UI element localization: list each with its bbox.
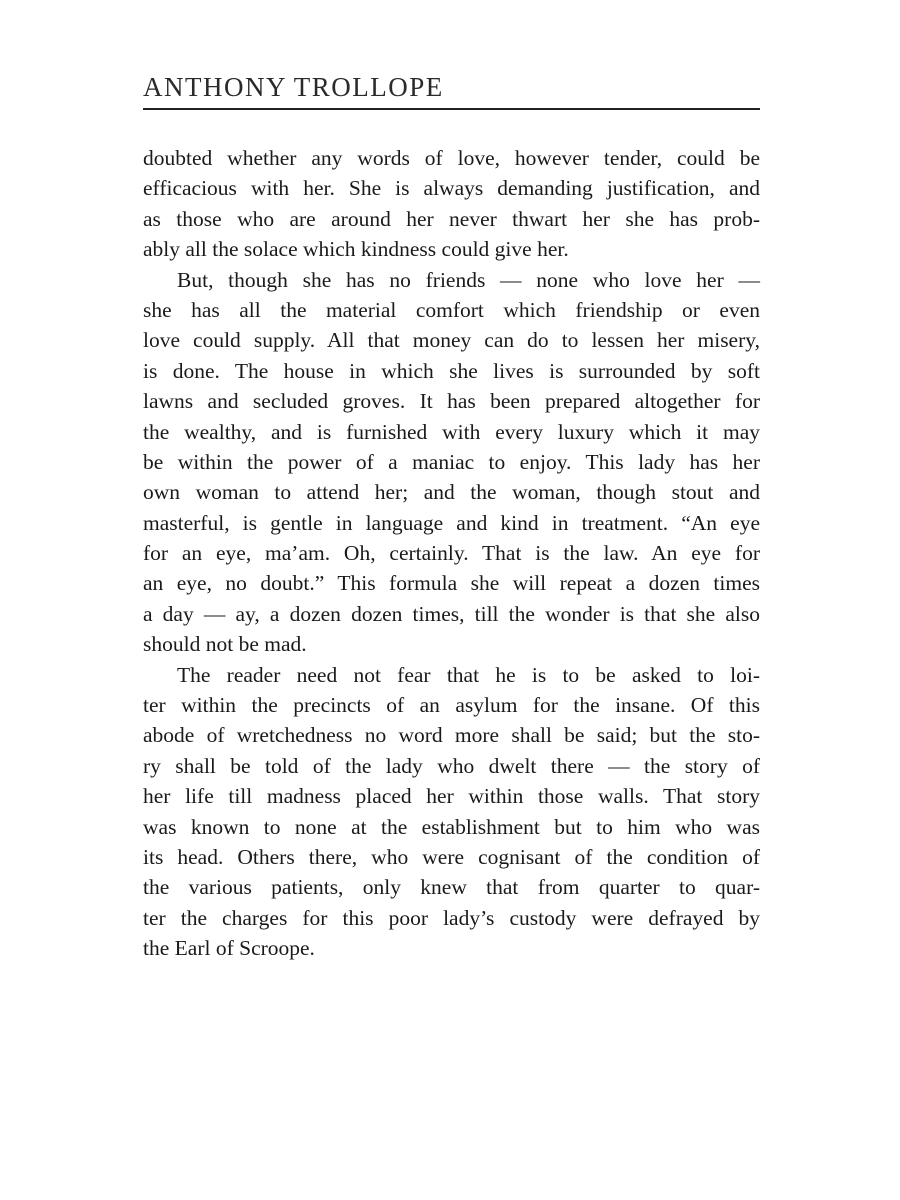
text-line: the wealthy, and is furnished with every luxury which it may [143, 419, 760, 444]
text-line: ably all the solace which kindness could give her. [143, 237, 569, 262]
text-line: should not be mad. [143, 632, 307, 657]
text-line: The reader need not fear that he is to be asked to loi- [177, 662, 760, 687]
text-line: love could supply. All that money can do to lessen her misery, [143, 328, 760, 353]
text-line: doubted whether any words of love, however tender, could be [143, 146, 760, 170]
text-line: masterful, is gentle in language and kind in treatment. “An eye [143, 510, 760, 535]
text-line: she has all the material comfort which friendship or even [143, 297, 760, 322]
author-running-head: ANTHONY TROLLOPE [143, 72, 444, 102]
body-text [143, 143, 760, 964]
running-header [143, 70, 760, 110]
text-line: But, though she has no friends — none who love her — [177, 267, 760, 292]
text-line: ry shall be told of the lady who dwelt there — the story of [143, 753, 760, 778]
paragraph [143, 660, 760, 964]
text-line: abode of wretchedness no word more shall be said; but the sto- [143, 723, 760, 748]
paragraph [143, 143, 760, 265]
paragraph [143, 265, 760, 660]
text-line: for an eye, ma’am. Oh, certainly. That is the law. An eye for [143, 541, 760, 566]
text-line: be within the power of a maniac to enjoy. This lady has her [143, 449, 760, 474]
text-line: is done. The house in which she lives is surrounded by soft [143, 358, 760, 383]
text-line: the various patients, only knew that from quarter to quar- [143, 875, 760, 900]
text-line: her life till madness placed her within those walls. That story [143, 784, 760, 809]
text-line: own woman to attend her; and the woman, though stout and [143, 480, 760, 505]
text-line: lawns and secluded groves. It has been prepared altogether for [143, 389, 760, 414]
text-line: ter the charges for this poor lady’s custody were defrayed by [143, 905, 760, 930]
text-line: efficacious with her. She is always demanding justification, and [143, 176, 760, 201]
text-line: was known to none at the establishment but to him who was [143, 814, 760, 839]
text-line: an eye, no doubt.” This formula she will repeat a dozen times [143, 571, 760, 596]
text-line: a day — ay, a dozen dozen times, till the wonder is that she also [143, 601, 760, 626]
text-line: the Earl of Scroope. [143, 936, 315, 961]
text-line: ter within the precincts of an asylum for the insane. Of this [143, 693, 760, 718]
text-line: its head. Others there, who were cognisant of the condition of [143, 844, 760, 869]
text-line: as those who are around her never thwart her she has prob- [143, 206, 760, 231]
book-page [143, 0, 760, 1200]
